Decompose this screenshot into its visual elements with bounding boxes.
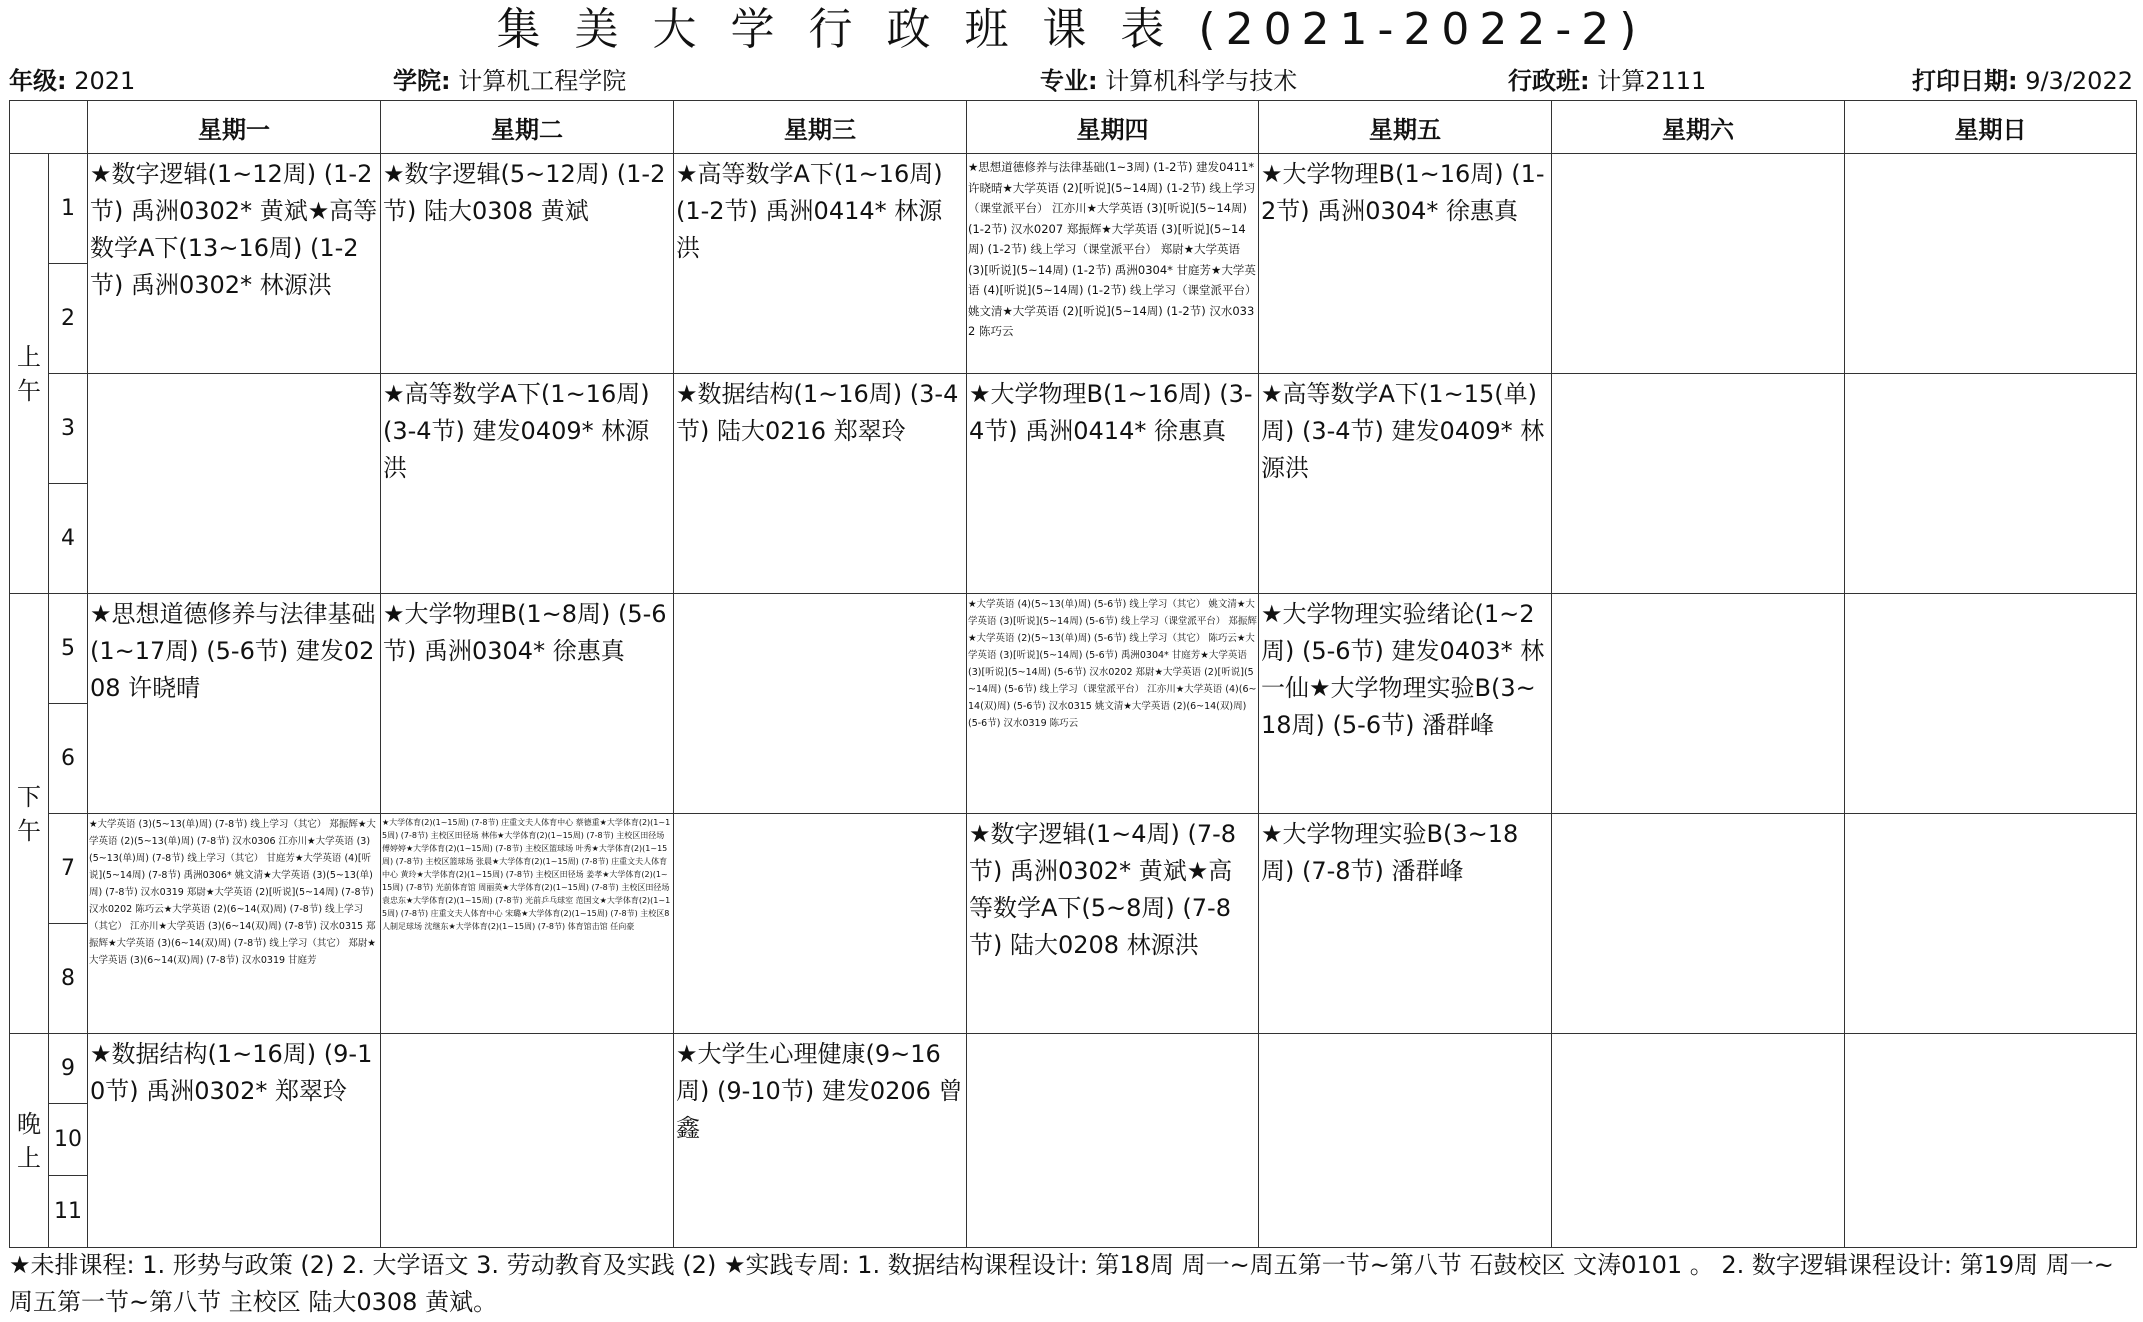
- course-cell-sun-1-2: [1845, 154, 2137, 374]
- course-cell-tue-9-11: [381, 1034, 674, 1248]
- period-number: 4: [49, 484, 88, 594]
- print-date-info: 打印日期: 9/3/2022: [1911, 67, 2133, 95]
- course-cell-thu-5-6: ★大学英语 (4)(5~13(单)周) (5-6节) 线上学习（其它） 姚文清★大学英语 (3)[听说](5~14周) (5-6节) 线上学习（课堂派平台） 郑振辉★大学英语 (2)(5~13(单)周) (5-6节) 线上学习（其它） 陈巧云★大学英语 (3)[听说](5~14周) (5-6节) 禹洲0304* 甘庭芳★大学英语 (3)[听说](5~14周) (5-6节) 汉水0202 郑尉★大学英语 (2)[听说](5~14周) (5-6节) 线上学习（课堂派平台） 江亦川★大学英语 (4)(6~14(双)周) (5-6节) 汉水0315 姚文清★大学英语 (2)(6~14(双)周) (5-6节) 汉水0319 陈巧云: [967, 594, 1259, 814]
- section-afternoon: 下午: [10, 594, 49, 1034]
- course-cell-fri-7-8: ★大学物理实验B(3~18周) (7-8节) 潘群峰: [1259, 814, 1552, 1034]
- class-value: 计算2111: [1597, 67, 1707, 95]
- course-cell-thu-7-8: ★数字逻辑(1~4周) (7-8节) 禹洲0302* 黄斌★高等数学A下(5~8周) (7-8节) 陆大0208 林源洪: [967, 814, 1259, 1034]
- day-header: 星期六: [1552, 101, 1845, 154]
- course-cell-thu-9-11: [967, 1034, 1259, 1248]
- period-number: 6: [49, 704, 88, 814]
- course-cell-wed-5-6: [674, 594, 967, 814]
- course-cell-sun-7-8: [1845, 814, 2137, 1034]
- major-info: 专业: 计算机科学与技术: [1040, 67, 1298, 95]
- course-cell-wed-3-4: ★数据结构(1~16周) (3-4节) 陆大0216 郑翠玲: [674, 374, 967, 594]
- day-header: 星期五: [1259, 101, 1552, 154]
- period-number: 10: [49, 1104, 88, 1176]
- corner-cell: [10, 101, 88, 154]
- course-cell-thu-1-2: ★思想道德修养与法律基础(1~3周) (1-2节) 建发0411* 许晓晴★大学英语 (2)[听说](5~14周) (1-2节) 线上学习（课堂派平台） 江亦川★大学英语 (3)[听说](5~14周) (1-2节) 汉水0207 郑振辉★大学英语 (3)[听说](5~14周) (1-2节) 线上学习（课堂派平台） 郑尉★大学英语 (3)[听说](5~14周) (1-2节) 禹洲0304* 甘庭芳★大学英语 (4)[听说](5~14周) (1-2节) 线上学习（课堂派平台） 姚文清★大学英语 (2)[听说](5~14周) (1-2节) 汉水0332 陈巧云: [967, 154, 1259, 374]
- course-cell-sat-9-11: [1552, 1034, 1845, 1248]
- course-cell-mon-1-2: ★数字逻辑(1~12周) (1-2节) 禹洲0302* 黄斌★高等数学A下(13~16周) (1-2节) 禹洲0302* 林源洪: [88, 154, 381, 374]
- period-number: 3: [49, 374, 88, 484]
- course-cell-mon-7-8: ★大学英语 (3)(5~13(单)周) (7-8节) 线上学习（其它） 郑振辉★大学英语 (2)(5~13(单)周) (7-8节) 汉水0306 江亦川★大学英语 (3)(5~13(单)周) (7-8节) 线上学习（其它） 甘庭芳★大学英语 (4)[听说](5~14周) (7-8节) 禹洲0306* 姚文清★大学英语 (3)(5~13(单)周) (7-8节) 汉水0319 郑尉★大学英语 (2)[听说](5~14周) (7-8节) 汉水0202 陈巧云★大学英语 (2)(6~14(双)周) (7-8节) 线上学习（其它） 江亦川★大学英语 (3)(6~14(双)周) (7-8节) 汉水0315 郑振辉★大学英语 (3)(6~14(双)周) (7-8节) 线上学习（其它） 郑尉★大学英语 (3)(6~14(双)周) (7-8节) 汉水0319 甘庭芳: [88, 814, 381, 1034]
- period-number: 9: [49, 1034, 88, 1104]
- period-number: 7: [49, 814, 88, 924]
- period-number: 2: [49, 264, 88, 374]
- course-cell-sun-3-4: [1845, 374, 2137, 594]
- class-info: 行政班: 计算2111: [1508, 67, 1707, 95]
- course-cell-sat-5-6: [1552, 594, 1845, 814]
- course-cell-wed-1-2: ★高等数学A下(1~16周) (1-2节) 禹洲0414* 林源洪: [674, 154, 967, 374]
- section-morning: 上午: [10, 154, 49, 594]
- college-info: 学院: 计算机工程学院: [393, 67, 627, 95]
- timetable: [9, 100, 2137, 1248]
- course-cell-wed-9-11: ★大学生心理健康(9~16周) (9-10节) 建发0206 曾鑫: [674, 1034, 967, 1248]
- section-evening: 晚上: [10, 1034, 49, 1248]
- day-header: 星期二: [381, 101, 674, 154]
- period-number: 1: [49, 154, 88, 264]
- course-cell-mon-5-6: ★思想道德修养与法律基础(1~17周) (5-6节) 建发0208 许晓晴: [88, 594, 381, 814]
- course-cell-thu-3-4: ★大学物理B(1~16周) (3-4节) 禹洲0414* 徐惠真: [967, 374, 1259, 594]
- footer-notes: ★未排课程: 1. 形势与政策 (2) 2. 大学语文 3. 劳动教育及实践 (2) ★实践专周: 1. 数据结构课程设计: 第18周 周一~周五第一节~第八节 石鼓校区 文涛0101 。 2. 数字逻辑课程设计: 第19周 周一~周五第一节~第八节 主校区 陆大0308 黄斌。: [9, 1251, 2114, 1316]
- grade-value: 2021: [74, 67, 136, 95]
- course-cell-tue-7-8: ★大学体育(2)(1~15周) (7-8节) 庄重文夫人体育中心 蔡德重★大学体育(2)(1~15周) (7-8节) 主校区田径场 林伟★大学体育(2)(1~15周) (7-8节) 主校区田径场 傅婷婷★大学体育(2)(1~15周) (7-8节) 主校区篮球场 叶秀★大学体育(2)(1~15周) (7-8节) 主校区篮球场 张晨★大学体育(2)(1~15周) (7-8节) 庄重文夫人体育中心 黄玲★大学体育(2)(1~15周) (7-8节) 主校区田径场 姜孝★大学体育(2)(1~15周) (7-8节) 光前体育馆 周丽英★大学体育(2)(1~15周) (7-8节) 主校区田径场 袁忠东★大学体育(2)(1~15周) (7-8节) 光前乒乓球室 范国文★大学体育(2)(1~15周) (7-8节) 庄重文夫人体育中心 宋璐★大学体育(2)(1~15周) (7-8节) 主校区8人制足球场 沈继东★大学体育(2)(1~15周) (7-8节) 体育馆击馆 任向豪: [381, 814, 674, 1034]
- course-cell-tue-5-6: ★大学物理B(1~8周) (5-6节) 禹洲0304* 徐惠真: [381, 594, 674, 814]
- course-cell-fri-3-4: ★高等数学A下(1~15(单)周) (3-4节) 建发0409* 林源洪: [1259, 374, 1552, 594]
- course-cell-fri-5-6: ★大学物理实验绪论(1~2周) (5-6节) 建发0403* 林一仙★大学物理实验B(3~18周) (5-6节) 潘群峰: [1259, 594, 1552, 814]
- period-number: 11: [49, 1176, 88, 1248]
- day-header: 星期三: [674, 101, 967, 154]
- major-value: 计算机科学与技术: [1105, 67, 1298, 95]
- grade-info: 年级: 2021: [9, 67, 136, 95]
- header-row: [10, 101, 2137, 154]
- day-header: 星期四: [967, 101, 1259, 154]
- course-cell-mon-9-11: ★数据结构(1~16周) (9-10节) 禹洲0302* 郑翠玲: [88, 1034, 381, 1248]
- day-header: 星期日: [1845, 101, 2137, 154]
- course-cell-fri-9-11: [1259, 1034, 1552, 1248]
- page-title: 集 美 大 学 行 政 班 课 表 (2021-2022-2): [496, 4, 1647, 55]
- course-cell-sun-9-11: [1845, 1034, 2137, 1248]
- course-cell-tue-1-2: ★数字逻辑(5~12周) (1-2节) 陆大0308 黄斌: [381, 154, 674, 374]
- course-cell-tue-3-4: ★高等数学A下(1~16周) (3-4节) 建发0409* 林源洪: [381, 374, 674, 594]
- course-cell-fri-1-2: ★大学物理B(1~16周) (1-2节) 禹洲0304* 徐惠真: [1259, 154, 1552, 374]
- course-cell-sat-7-8: [1552, 814, 1845, 1034]
- college-value: 计算机工程学院: [458, 67, 627, 95]
- day-header: 星期一: [88, 101, 381, 154]
- print-date-value: 9/3/2022: [2025, 67, 2133, 95]
- course-cell-mon-3-4: [88, 374, 381, 594]
- period-number: 5: [49, 594, 88, 704]
- period-number: 8: [49, 924, 88, 1034]
- course-cell-sat-1-2: [1552, 154, 1845, 374]
- course-cell-sun-5-6: [1845, 594, 2137, 814]
- course-cell-sat-3-4: [1552, 374, 1845, 594]
- course-cell-wed-7-8: [674, 814, 967, 1034]
